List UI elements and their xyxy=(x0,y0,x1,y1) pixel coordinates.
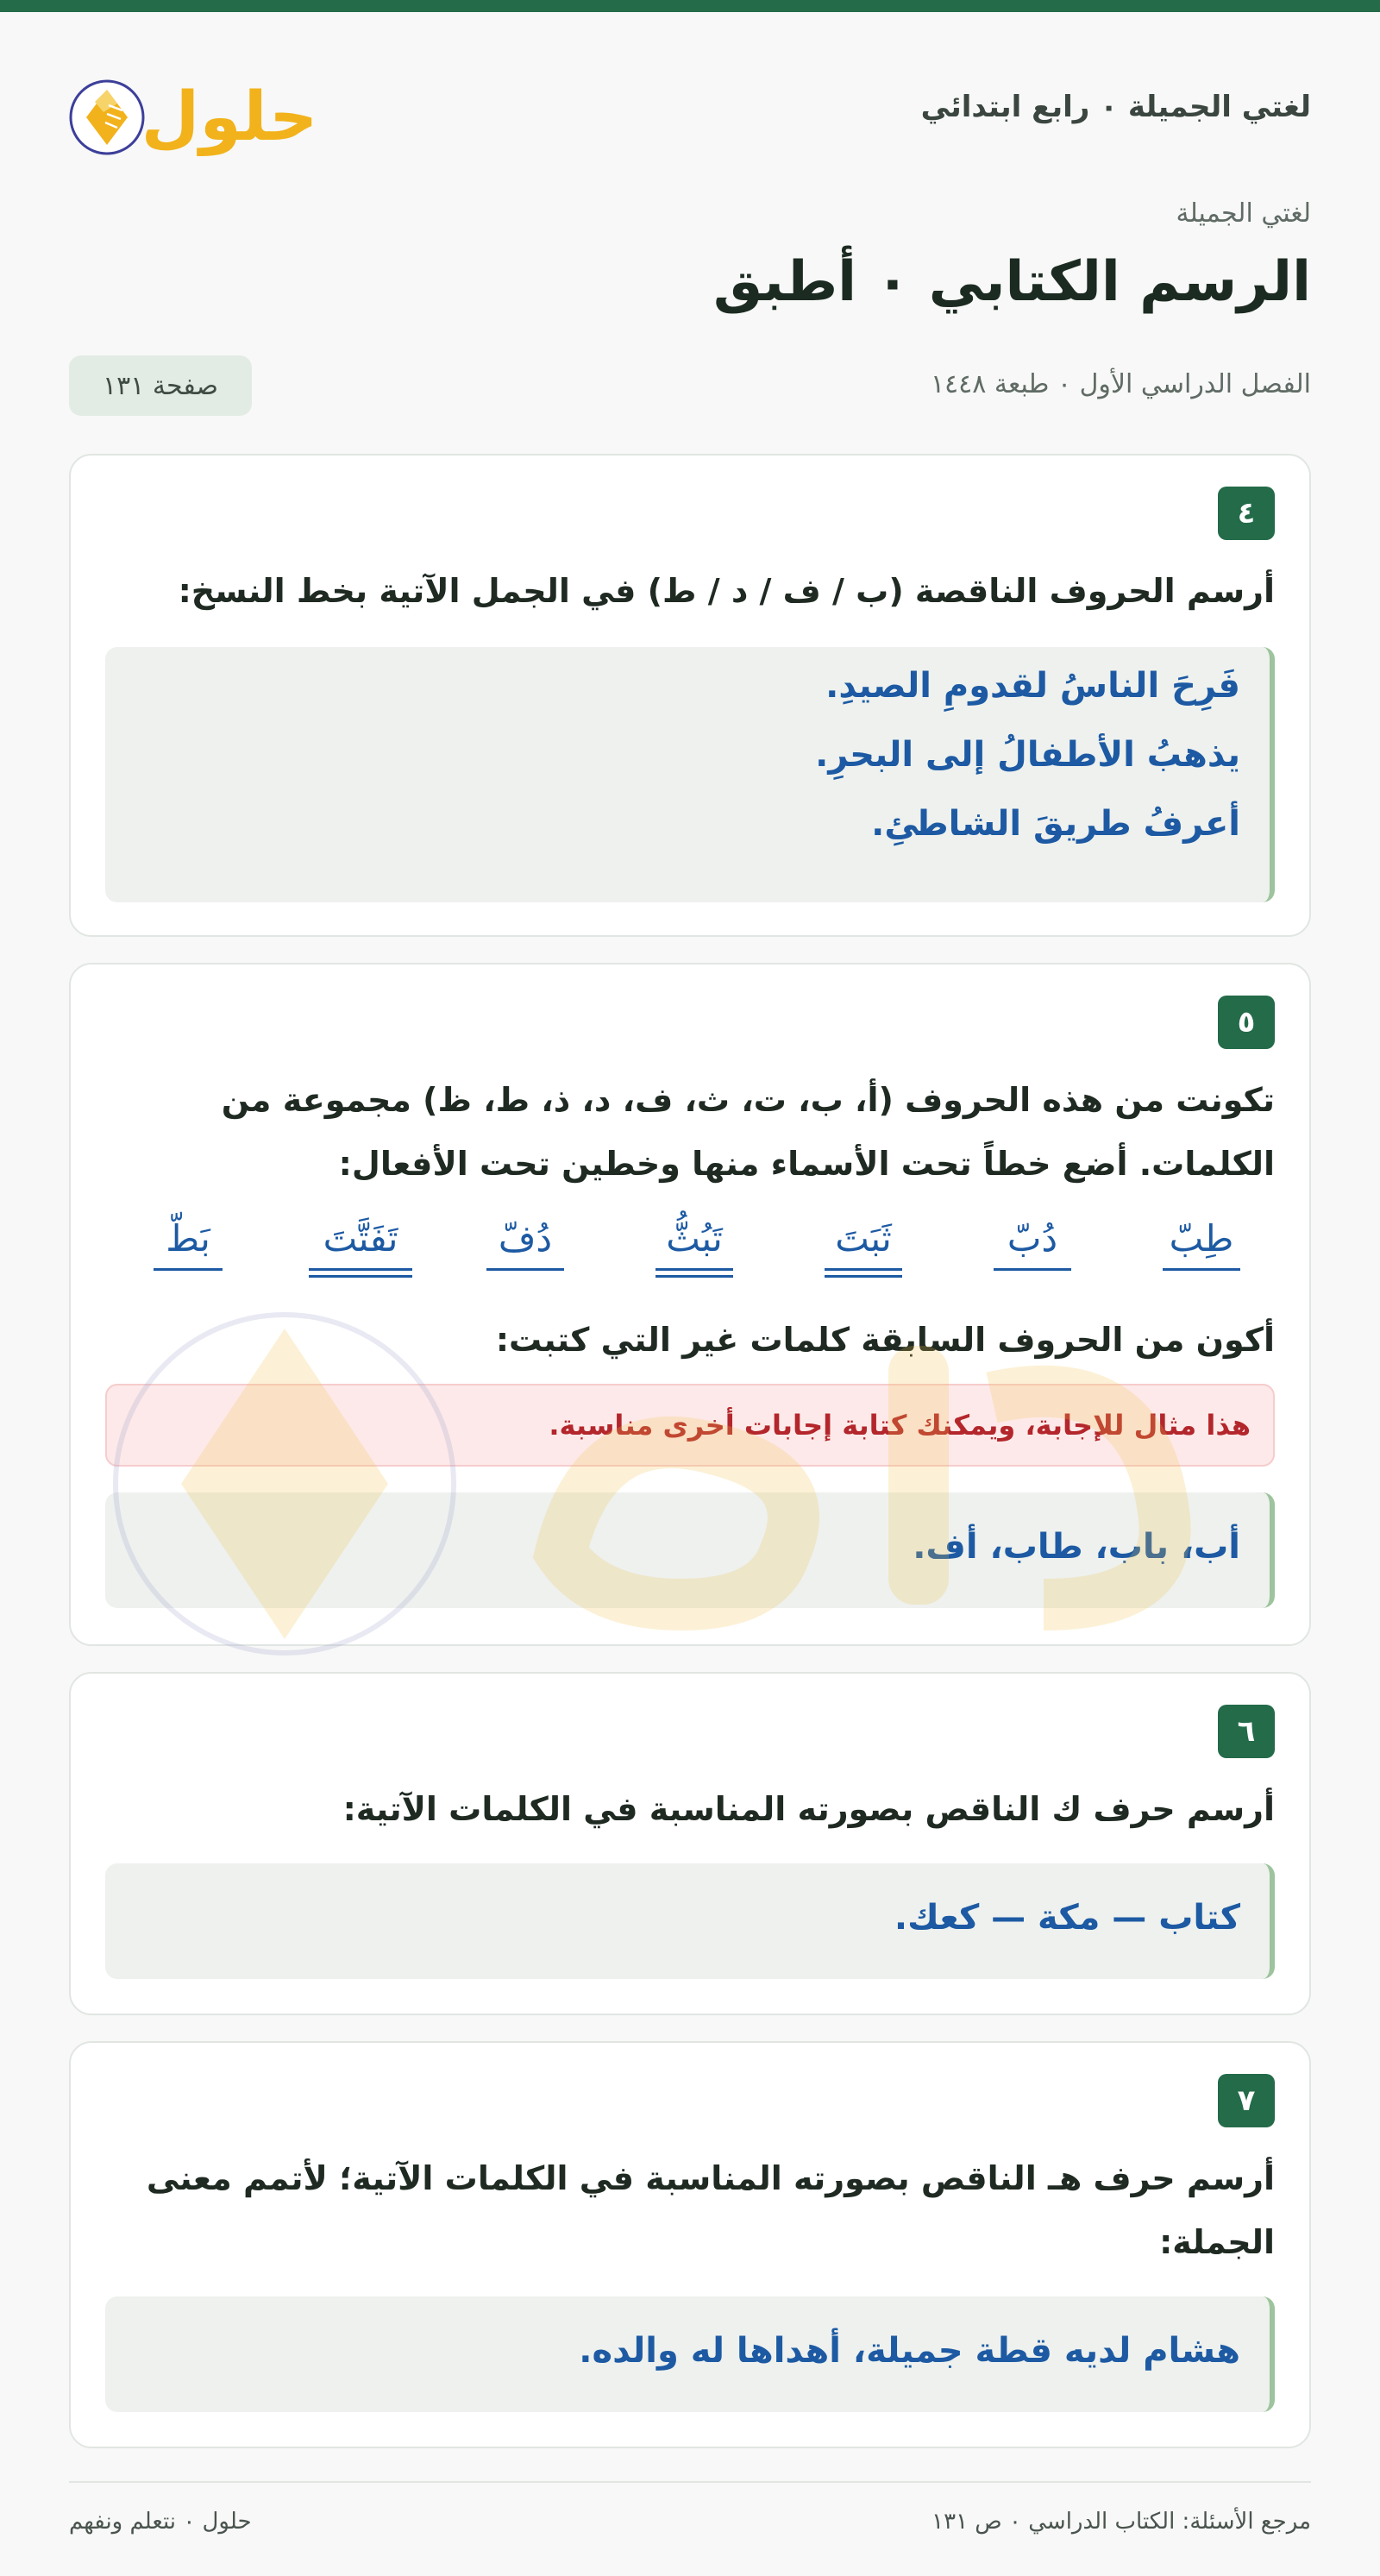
answer-line: هشام لديه قطة جميلة، أهداها له والده. xyxy=(579,2331,1240,2371)
double-underline-top xyxy=(309,1268,412,1271)
question-text-2: أكون من الحروف السابقة كلمات غير التي كتبت: xyxy=(495,1321,1275,1359)
word-noun xyxy=(1163,1215,1240,1271)
double-underline-top xyxy=(656,1268,733,1271)
answer-line: أعرفُ طريقَ الشاطئِ. xyxy=(871,804,1240,844)
word-text: ثَبَتَ xyxy=(835,1217,892,1260)
question-card-5 xyxy=(69,963,1311,1646)
word-verb xyxy=(656,1215,733,1278)
answer-box xyxy=(105,1492,1275,1608)
double-underline-bottom xyxy=(656,1275,733,1278)
footer-brand[interactable]: حلول ٠ نتعلم ونفهم xyxy=(69,2509,252,2535)
word-noun xyxy=(486,1215,564,1271)
book-diamond-icon xyxy=(71,81,143,154)
single-underline xyxy=(154,1268,223,1271)
site-header xyxy=(69,57,1311,160)
answer-line: يذهبُ الأطفالُ إلى البحرِ. xyxy=(815,735,1240,775)
single-underline xyxy=(486,1268,564,1271)
question-text: تكونت من هذه الحروف (أ، ب، ت، ث، ف، د، ذ، ط، ظ) مجموعة من الكلمات. أضع خطاً تحت الأسماء منها وخطين تحت الأفعال: xyxy=(221,1081,1275,1183)
page-number-badge: صفحة ١٣١ xyxy=(69,355,252,416)
question-number-badge: ٧ xyxy=(1218,2074,1275,2127)
semester-meta: الفصل الدراسي الأول ٠ طبعة ١٤٤٨ xyxy=(930,369,1311,399)
word-text: تَبُثُّ xyxy=(666,1217,723,1260)
word-text: دُفّ xyxy=(498,1217,553,1260)
answer-box xyxy=(105,2296,1275,2412)
question-text: أرسم حرف ك الناقص بصورته المناسبة في الكلمات الآتية: xyxy=(342,1790,1275,1828)
answer-note: هذا مثال للإجابة، ويمكنك كتابة إجابات أخرى مناسبة. xyxy=(105,1384,1275,1467)
question-text: أرسم الحروف الناقصة (ب / ف / د / ط) في الجمل الآتية بخط النسخ: xyxy=(178,572,1275,610)
double-underline-bottom xyxy=(825,1275,902,1278)
answer-box xyxy=(105,647,1275,902)
page-title: الرسم الكتابي ٠ أطبق xyxy=(713,250,1311,314)
subject-kicker: لغتي الجميلة xyxy=(1176,198,1311,229)
word-text: بَطّ xyxy=(166,1217,210,1260)
question-text: أرسم حرف هـ الناقص بصورته المناسبة في الكلمات الآتية؛ لأتمم معنى الجملة: xyxy=(146,2159,1275,2261)
answer-box xyxy=(105,1863,1275,1979)
word-text: تَفَتَّتَ xyxy=(323,1217,398,1260)
word-noun xyxy=(154,1215,223,1271)
question-number-badge: ٤ xyxy=(1218,487,1275,540)
logo-text: حلول xyxy=(141,79,318,156)
question-card-4 xyxy=(69,454,1311,937)
header-title: لغتي الجميلة ٠ رابع ابتدائي xyxy=(920,90,1311,124)
double-underline-top xyxy=(825,1268,902,1271)
question-number-badge: ٥ xyxy=(1218,996,1275,1049)
footer-divider xyxy=(69,2481,1311,2483)
question-number-badge: ٦ xyxy=(1218,1705,1275,1758)
question-card-6 xyxy=(69,1672,1311,2015)
word-verb xyxy=(825,1215,902,1278)
top-accent-bar xyxy=(0,0,1380,12)
word-text: دُبّ xyxy=(1007,1217,1058,1260)
answer-line: كتاب — مكة — كعك. xyxy=(894,1898,1240,1938)
word-list xyxy=(105,1215,1275,1284)
double-underline-bottom xyxy=(309,1275,412,1278)
word-text: طِبّ xyxy=(1169,1217,1234,1260)
site-logo[interactable] xyxy=(69,60,319,164)
answer-line: فَرِحَ الناسُ لقدومِ الصيدِ. xyxy=(825,666,1240,706)
question-card-7 xyxy=(69,2041,1311,2448)
single-underline xyxy=(994,1268,1071,1271)
word-verb xyxy=(309,1215,412,1278)
single-underline xyxy=(1163,1268,1240,1271)
answer-line: أب، باب، طاب، أف. xyxy=(913,1527,1240,1567)
footer-source: مرجع الأسئلة: الكتاب الدراسي ٠ ص ١٣١ xyxy=(932,2509,1311,2535)
word-noun xyxy=(994,1215,1071,1271)
